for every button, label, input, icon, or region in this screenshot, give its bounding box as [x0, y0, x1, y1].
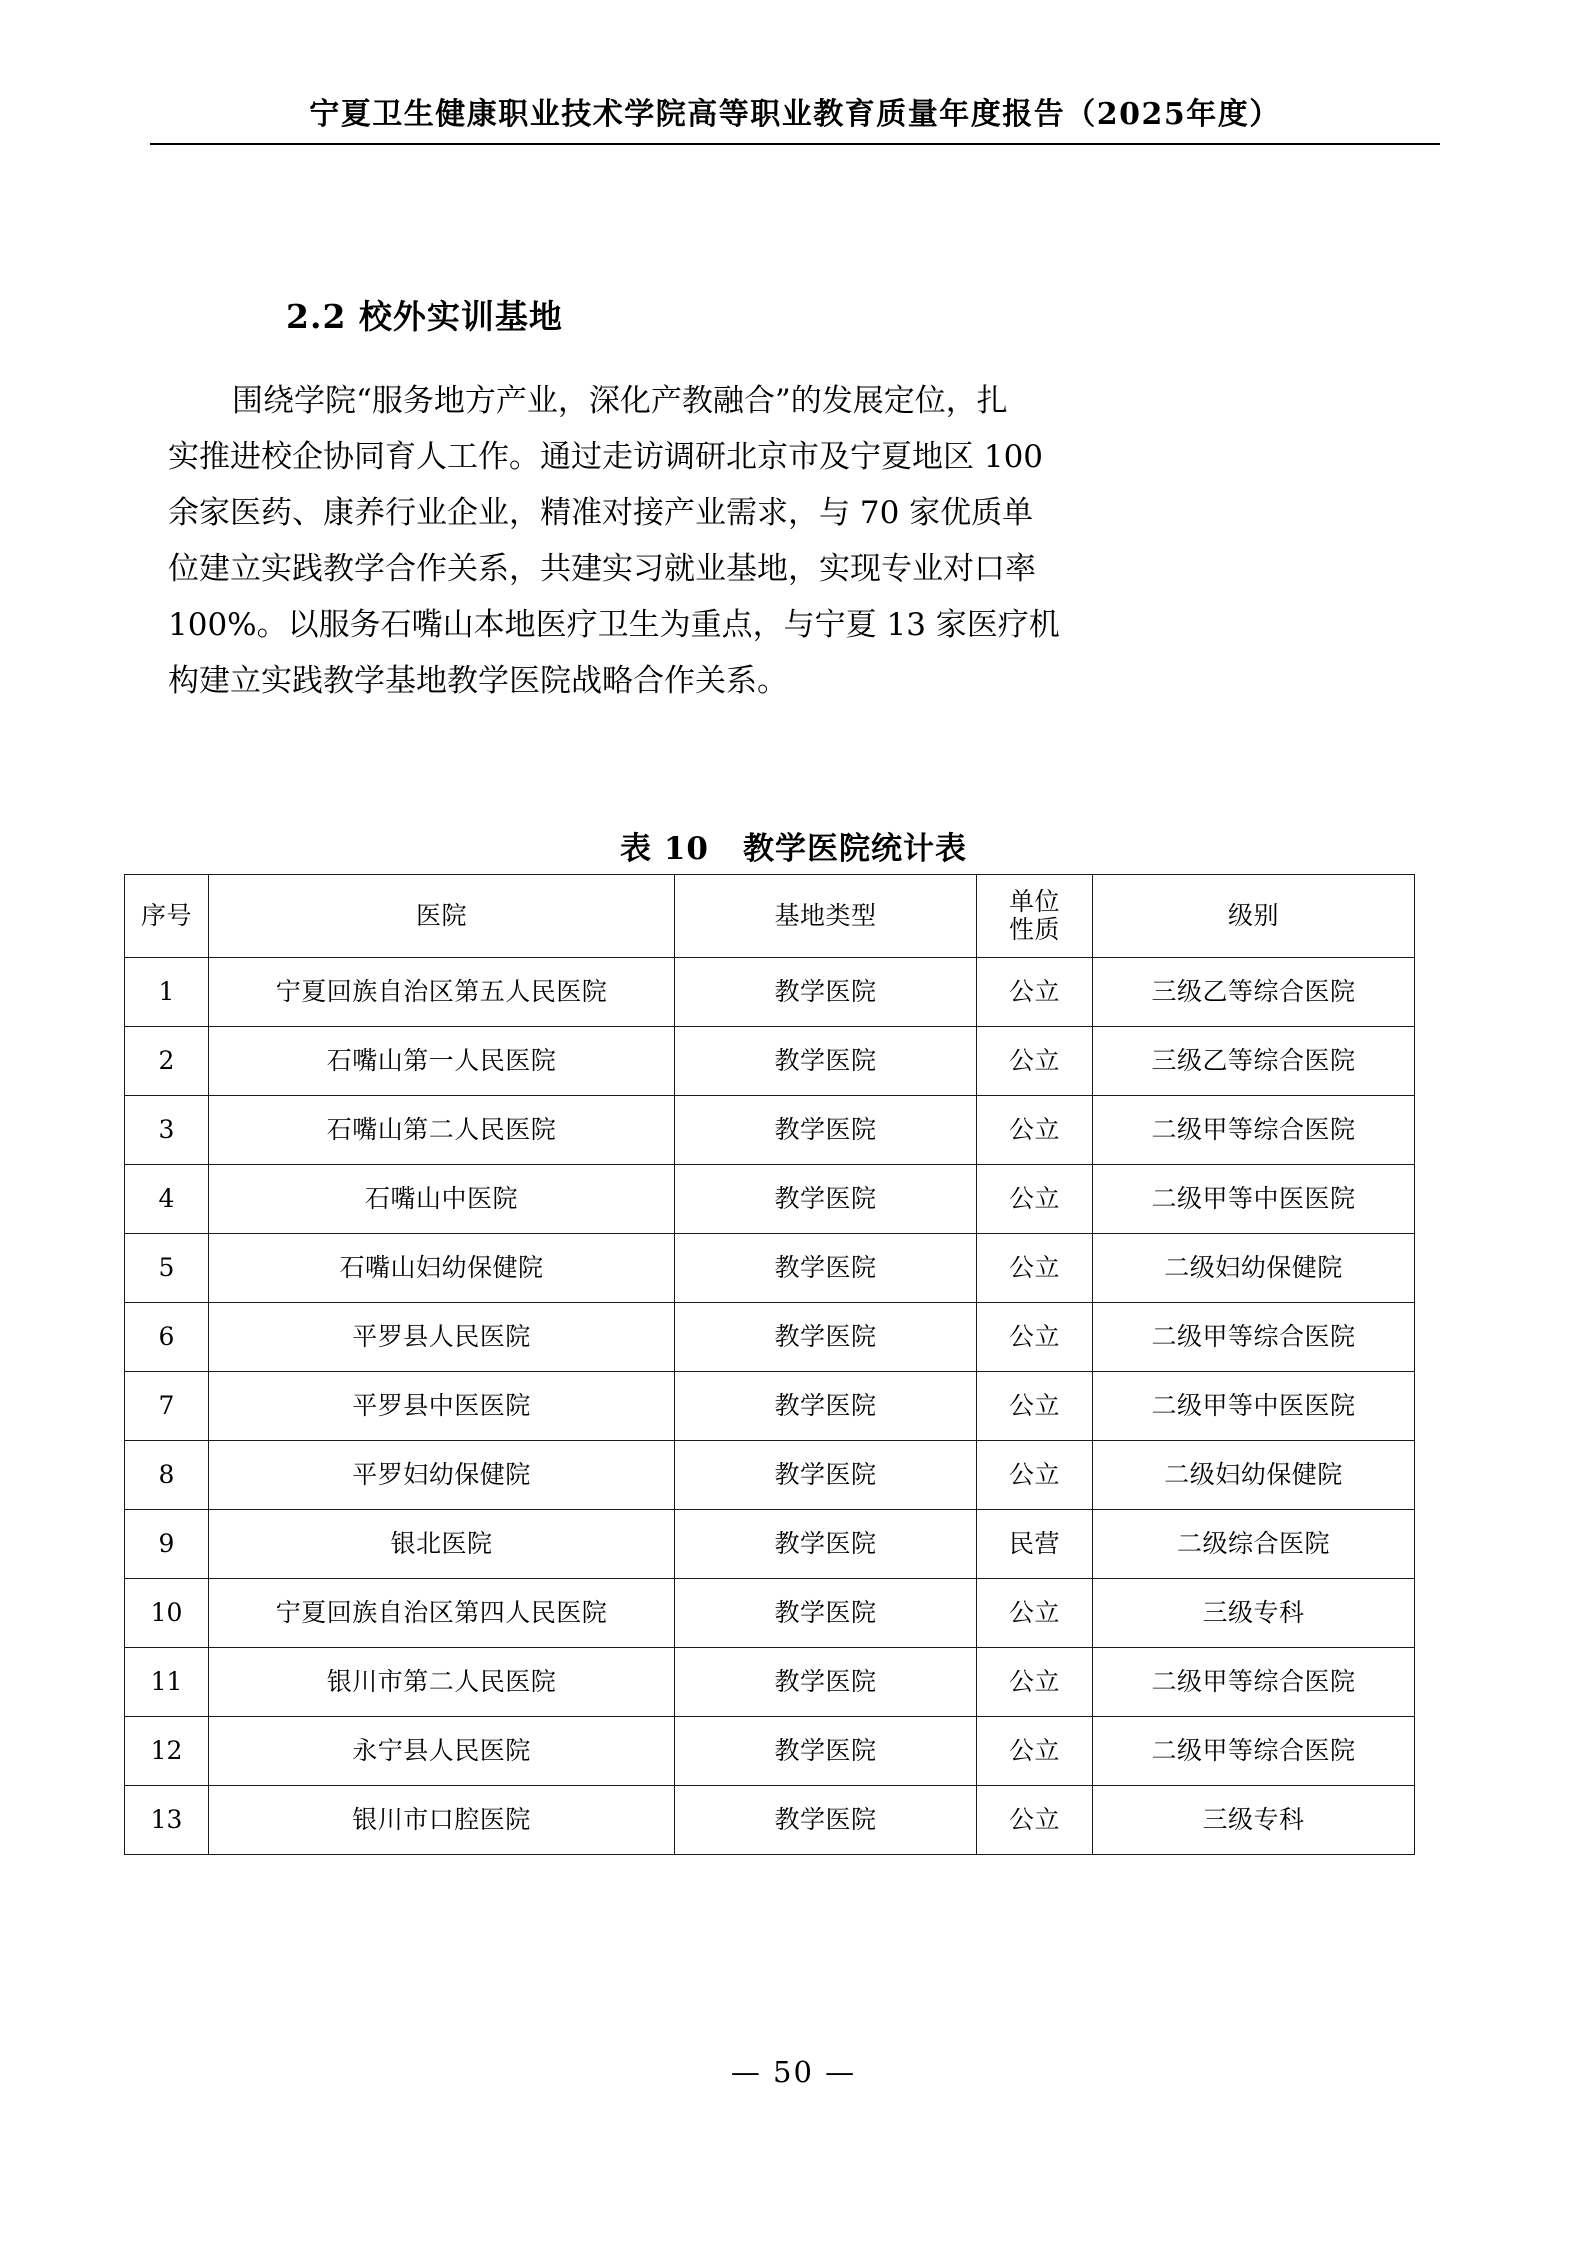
- cell-nature: 公立: [977, 1234, 1093, 1303]
- cell-hospital: 石嘴山妇幼保健院: [209, 1234, 675, 1303]
- paragraph-line: 构建立实践教学基地教学医院战略合作关系。: [168, 663, 788, 699]
- cell-base-type: 教学医院: [675, 958, 977, 1027]
- cell-level: 二级甲等综合医院: [1093, 1717, 1415, 1786]
- paragraph-line: 实推进校企协同育人工作。通过走访调研北京市及宁夏地区 100: [168, 439, 1044, 475]
- cell-base-type: 教学医院: [675, 1234, 977, 1303]
- cell-hospital: 宁夏回族自治区第五人民医院: [209, 958, 675, 1027]
- cell-index: 7: [125, 1372, 209, 1441]
- cell-level: 三级专科: [1093, 1579, 1415, 1648]
- table-row: [125, 1165, 1415, 1234]
- cell-index: 4: [125, 1165, 209, 1234]
- cell-nature: 公立: [977, 1303, 1093, 1372]
- column-header-hospital: 医院: [209, 875, 675, 958]
- cell-index: 10: [125, 1579, 209, 1648]
- cell-base-type: 教学医院: [675, 1579, 977, 1648]
- cell-level: 二级甲等综合医院: [1093, 1648, 1415, 1717]
- body-paragraph: [168, 373, 1422, 709]
- cell-base-type: 教学医院: [675, 1648, 977, 1717]
- cell-index: 6: [125, 1303, 209, 1372]
- cell-nature: 公立: [977, 1165, 1093, 1234]
- cell-nature: 公立: [977, 1372, 1093, 1441]
- cell-hospital: 宁夏回族自治区第四人民医院: [209, 1579, 675, 1648]
- cell-base-type: 教学医院: [675, 1096, 977, 1165]
- cell-level: 二级妇幼保健院: [1093, 1441, 1415, 1510]
- table-row: [125, 1027, 1415, 1096]
- cell-hospital: 银川市第二人民医院: [209, 1648, 675, 1717]
- table-caption-label: 表 10: [620, 831, 709, 867]
- cell-base-type: 教学医院: [675, 1372, 977, 1441]
- cell-nature: 公立: [977, 1096, 1093, 1165]
- cell-level: 二级甲等综合医院: [1093, 1096, 1415, 1165]
- column-header-nature-line2: 性质: [1008, 915, 1060, 944]
- cell-hospital: 平罗县中医医院: [209, 1372, 675, 1441]
- cell-level: 二级甲等中医医院: [1093, 1372, 1415, 1441]
- table-header-row: [125, 875, 1415, 958]
- cell-hospital: 平罗县人民医院: [209, 1303, 675, 1372]
- cell-level: 三级专科: [1093, 1786, 1415, 1855]
- table-row: [125, 1096, 1415, 1165]
- table-caption: [0, 823, 1587, 868]
- cell-index: 1: [125, 958, 209, 1027]
- cell-nature: 公立: [977, 1648, 1093, 1717]
- teaching-hospital-table: [124, 874, 1415, 1855]
- cell-base-type: 教学医院: [675, 1165, 977, 1234]
- table-body: [125, 958, 1415, 1855]
- table-row: [125, 1717, 1415, 1786]
- table-row: [125, 1234, 1415, 1303]
- table-row: [125, 1648, 1415, 1717]
- table-row: [125, 1372, 1415, 1441]
- cell-level: 三级乙等综合医院: [1093, 1027, 1415, 1096]
- column-header-nature: [977, 875, 1093, 958]
- cell-hospital: 银川市口腔医院: [209, 1786, 675, 1855]
- column-header-base-type: 基地类型: [675, 875, 977, 958]
- cell-nature: 公立: [977, 1579, 1093, 1648]
- table-row: [125, 1579, 1415, 1648]
- cell-nature: 民营: [977, 1510, 1093, 1579]
- cell-level: 二级甲等综合医院: [1093, 1303, 1415, 1372]
- cell-index: 9: [125, 1510, 209, 1579]
- cell-level: 二级妇幼保健院: [1093, 1234, 1415, 1303]
- cell-hospital: 石嘴山第一人民医院: [209, 1027, 675, 1096]
- table-row: [125, 1786, 1415, 1855]
- cell-nature: 公立: [977, 958, 1093, 1027]
- cell-index: 11: [125, 1648, 209, 1717]
- cell-base-type: 教学医院: [675, 1027, 977, 1096]
- paragraph-line: 围绕学院“服务地方产业，深化产教融合”的发展定位，扎: [232, 383, 1008, 419]
- cell-hospital: 银北医院: [209, 1510, 675, 1579]
- cell-nature: 公立: [977, 1717, 1093, 1786]
- cell-base-type: 教学医院: [675, 1510, 977, 1579]
- cell-level: 三级乙等综合医院: [1093, 958, 1415, 1027]
- header-divider: [150, 143, 1440, 145]
- cell-level: 二级综合医院: [1093, 1510, 1415, 1579]
- cell-index: 5: [125, 1234, 209, 1303]
- cell-base-type: 教学医院: [675, 1717, 977, 1786]
- table-row: [125, 1510, 1415, 1579]
- header-title: 宁夏卫生健康职业技术学院高等职业教育质量年度报告（2025年度）: [309, 97, 1281, 132]
- cell-nature: 公立: [977, 1027, 1093, 1096]
- column-header-nature-line1: 单位: [1008, 887, 1060, 916]
- cell-index: 2: [125, 1027, 209, 1096]
- cell-nature: 公立: [977, 1786, 1093, 1855]
- page-number: — 50 —: [730, 2055, 857, 2089]
- paragraph-line: 100%。以服务石嘴山本地医疗卫生为重点，与宁夏 13 家医疗机: [168, 607, 1060, 643]
- cell-hospital: 石嘴山第二人民医院: [209, 1096, 675, 1165]
- paragraph-line: 余家医药、康养行业企业，精准对接产业需求，与 70 家优质单: [168, 495, 1034, 531]
- cell-level: 二级甲等中医医院: [1093, 1165, 1415, 1234]
- cell-hospital: 石嘴山中医院: [209, 1165, 675, 1234]
- cell-base-type: 教学医院: [675, 1786, 977, 1855]
- cell-base-type: 教学医院: [675, 1441, 977, 1510]
- cell-index: 8: [125, 1441, 209, 1510]
- cell-index: 3: [125, 1096, 209, 1165]
- running-header: [150, 96, 1440, 145]
- table-header: [125, 875, 1415, 958]
- cell-index: 13: [125, 1786, 209, 1855]
- cell-index: 12: [125, 1717, 209, 1786]
- section-heading: 2.2 校外实训基地: [286, 297, 563, 336]
- table-caption-title: 教学医院统计表: [742, 831, 967, 867]
- column-header-index: 序号: [125, 875, 209, 958]
- cell-base-type: 教学医院: [675, 1303, 977, 1372]
- cell-hospital: 永宁县人民医院: [209, 1717, 675, 1786]
- table-row: [125, 1303, 1415, 1372]
- cell-hospital: 平罗妇幼保健院: [209, 1441, 675, 1510]
- column-header-level: 级别: [1093, 875, 1415, 958]
- table-row: [125, 958, 1415, 1027]
- table-row: [125, 1441, 1415, 1510]
- cell-nature: 公立: [977, 1441, 1093, 1510]
- paragraph-line: 位建立实践教学合作关系，共建实习就业基地，实现专业对口率: [168, 551, 1036, 587]
